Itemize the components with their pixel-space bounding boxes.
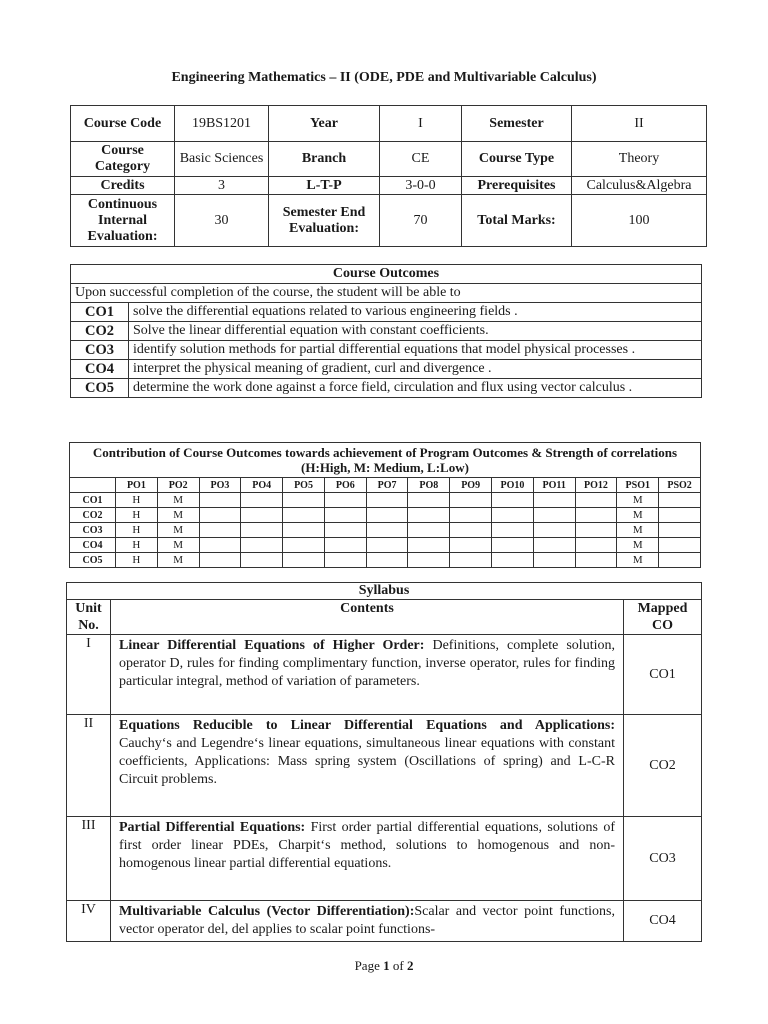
mapping-cell (533, 538, 575, 553)
course-outcome-row (71, 341, 702, 360)
page-total: 2 (406, 958, 414, 973)
mapping-cell: H (116, 493, 158, 508)
syllabus-unit-contents (111, 635, 624, 715)
mapping-title: Contribution of Course Outcomes towards achievement of Program Outcomes & Strength of correlations (H:High, M: Medium, L:Low) (70, 443, 701, 478)
year-value: I (380, 106, 462, 142)
mapping-column-header: PO11 (533, 478, 575, 493)
mapping-cell (659, 553, 701, 568)
co-po-mapping-table (69, 442, 701, 568)
course-outcome-code: CO5 (71, 379, 129, 398)
mapping-cell: M (157, 508, 199, 523)
mapping-column-header: PO5 (283, 478, 325, 493)
total-marks-label: Total Marks: (462, 195, 572, 247)
syllabus-unit-topic: Partial Differential Equations: (119, 820, 306, 835)
mapping-cell (241, 553, 283, 568)
mapping-cell (659, 493, 701, 508)
branch-label: Branch (269, 142, 380, 177)
see-label: Semester End Evaluation: (269, 195, 380, 247)
course-outcomes-intro: Upon successful completion of the course, the student will be able to (71, 284, 702, 303)
mapping-cell: M (157, 538, 199, 553)
syllabus-unit-topic: Multivariable Calculus (Vector Differentiation): (119, 904, 415, 919)
contents-header: Contents (111, 600, 624, 635)
mapping-cell (533, 523, 575, 538)
mapping-cell (366, 493, 408, 508)
mapping-column-header: PO6 (324, 478, 366, 493)
mapping-cell (492, 538, 534, 553)
see-value: 70 (380, 195, 462, 247)
mapping-cell: H (116, 538, 158, 553)
syllabus-unit-row (67, 817, 702, 901)
mapping-cell (659, 508, 701, 523)
mapping-cell (450, 493, 492, 508)
mapping-cell (241, 508, 283, 523)
course-category-label: Course Category (71, 142, 175, 177)
mapping-row-label: CO1 (70, 493, 116, 508)
mapping-cell (283, 523, 325, 538)
syllabus-unit-mapped-co: CO4 (623, 901, 701, 942)
mapping-row-label: CO4 (70, 538, 116, 553)
course-outcome-text: solve the differential equations related to various engineering fields . (129, 303, 702, 322)
syllabus-title: Syllabus (67, 583, 702, 600)
syllabus-unit-text: First order partial differential equations, solutions of first order linear PDEs, Charpit‘s method, solutions to homogenous and non-homogenous linear partial differential equations. (119, 820, 615, 871)
syllabus-unit-text: Scalar and vector point functions, vector operator del, del applies to scalar point functions- (119, 904, 615, 937)
mapping-row (70, 523, 701, 538)
syllabus-unit-text: Definitions, complete solution, operator D, rules for finding complimentary function, inverse operator, rules for finding particular integral, method of variation of parameters. (119, 638, 615, 689)
mapping-cell: M (157, 493, 199, 508)
mapping-cell (408, 523, 450, 538)
mapping-cell (492, 508, 534, 523)
semester-value: II (572, 106, 707, 142)
mapping-cell (408, 553, 450, 568)
cie-value: 30 (175, 195, 269, 247)
course-outcome-code: CO4 (71, 360, 129, 379)
mapping-row-label: CO2 (70, 508, 116, 523)
course-outcome-row (71, 379, 702, 398)
mapping-row (70, 538, 701, 553)
document-title: Engineering Mathematics – II (ODE, PDE and Multivariable Calculus) (171, 70, 597, 85)
syllabus-unit-contents (111, 901, 624, 942)
cie-label: Continuous Internal Evaluation: (71, 195, 175, 247)
credits-label: Credits (71, 177, 175, 195)
course-code-value: 19BS1201 (175, 106, 269, 142)
syllabus-unit-mapped-co: CO2 (623, 715, 701, 817)
mapping-cell (366, 523, 408, 538)
syllabus-unit-number: III (67, 817, 111, 901)
mapping-cell: M (617, 493, 659, 508)
course-outcome-row (71, 303, 702, 322)
mapping-cell (283, 508, 325, 523)
prerequisites-value: Calculus&Algebra (572, 177, 707, 195)
syllabus-unit-topic: Equations Reducible to Linear Differential Equations and Applications: (119, 718, 615, 733)
mapping-column-header: PO4 (241, 478, 283, 493)
prerequisites-label: Prerequisites (462, 177, 572, 195)
mapping-cell (575, 508, 617, 523)
total-marks-value: 100 (572, 195, 707, 247)
mapping-column-header: PO3 (199, 478, 241, 493)
mapping-cell: M (157, 553, 199, 568)
mapping-cell (659, 523, 701, 538)
mapping-cell (408, 538, 450, 553)
syllabus-unit-row (67, 901, 702, 942)
mapping-column-header: PO7 (366, 478, 408, 493)
mapping-cell (283, 493, 325, 508)
mapping-cell (324, 523, 366, 538)
syllabus-unit-number: I (67, 635, 111, 715)
syllabus-unit-number: II (67, 715, 111, 817)
mapping-column-header: PO12 (575, 478, 617, 493)
course-type-value: Theory (572, 142, 707, 177)
mapping-cell (241, 493, 283, 508)
syllabus-unit-row (67, 635, 702, 715)
mapping-cell (366, 538, 408, 553)
course-outcome-text: determine the work done against a force field, circulation and flux using vector calculus . (129, 379, 702, 398)
mapping-column-header: PO10 (492, 478, 534, 493)
page-number: 1 (383, 958, 390, 973)
credits-value: 3 (175, 177, 269, 195)
syllabus-unit-topic: Linear Differential Equations of Higher Order: (119, 638, 425, 653)
mapping-cell (659, 538, 701, 553)
course-info-table (70, 105, 707, 247)
mapping-cell (283, 553, 325, 568)
mapping-cell (492, 553, 534, 568)
mapping-cell (408, 508, 450, 523)
syllabus-table (66, 582, 702, 942)
mapping-cell (533, 553, 575, 568)
course-outcomes-title: Course Outcomes (71, 265, 702, 284)
mapping-cell (492, 523, 534, 538)
syllabus-unit-text: Cauchy‘s and Legendre‘s linear equations, simultaneous linear equations with constant coefficients, Applications: Mass spring system (Oscillations of spring) and L-C-R Circuit problems. (119, 736, 615, 787)
course-outcome-text: identify solution methods for partial differential equations that model physical processes . (129, 341, 702, 360)
mapping-cell (575, 553, 617, 568)
course-outcome-row (71, 322, 702, 341)
syllabus-unit-number: IV (67, 901, 111, 942)
mapping-cell (199, 538, 241, 553)
course-outcome-code: CO3 (71, 341, 129, 360)
year-label: Year (269, 106, 380, 142)
course-outcome-text: Solve the linear differential equation with constant coefficients. (129, 322, 702, 341)
syllabus-unit-mapped-co: CO3 (623, 817, 701, 901)
mapping-cell (492, 493, 534, 508)
ltp-label: L-T-P (269, 177, 380, 195)
mapping-row (70, 493, 701, 508)
mapping-cell: M (617, 523, 659, 538)
mapping-row-label: CO3 (70, 523, 116, 538)
mapping-cell (533, 508, 575, 523)
mapping-column-header: PO2 (157, 478, 199, 493)
mapping-cell: H (116, 553, 158, 568)
mapping-cell (533, 493, 575, 508)
course-code-label: Course Code (71, 106, 175, 142)
unit-no-header: Unit No. (67, 600, 111, 635)
mapping-cell (408, 493, 450, 508)
mapping-cell (450, 538, 492, 553)
mapping-cell (575, 523, 617, 538)
mapping-cell: H (116, 508, 158, 523)
page-footer (0, 958, 768, 974)
mapping-cell: M (617, 538, 659, 553)
mapping-cell (575, 538, 617, 553)
branch-value: CE (380, 142, 462, 177)
mapping-cell (241, 523, 283, 538)
syllabus-unit-contents (111, 715, 624, 817)
syllabus-unit-contents (111, 817, 624, 901)
mapping-cell (199, 553, 241, 568)
syllabus-unit-mapped-co: CO1 (623, 635, 701, 715)
mapping-cell: M (617, 553, 659, 568)
mapping-cell (199, 523, 241, 538)
mapping-cell (283, 538, 325, 553)
mapping-column-header: PSO1 (617, 478, 659, 493)
mapping-row (70, 553, 701, 568)
mapping-cell (450, 553, 492, 568)
mapping-cell (199, 508, 241, 523)
course-outcome-text: interpret the physical meaning of gradient, curl and divergence . (129, 360, 702, 379)
mapping-corner-cell (70, 478, 116, 493)
course-type-label: Course Type (462, 142, 572, 177)
mapping-column-header: PO9 (450, 478, 492, 493)
mapping-cell (241, 538, 283, 553)
mapping-column-header: PO8 (408, 478, 450, 493)
ltp-value: 3-0-0 (380, 177, 462, 195)
mapping-cell (366, 553, 408, 568)
mapping-cell (450, 508, 492, 523)
course-outcome-row (71, 360, 702, 379)
mapping-cell (324, 508, 366, 523)
mapping-cell: M (617, 508, 659, 523)
page-prefix: Page (354, 958, 384, 973)
mapping-column-header: PO1 (116, 478, 158, 493)
mapping-cell (324, 538, 366, 553)
mapping-cell: M (157, 523, 199, 538)
course-outcomes-table (70, 264, 702, 398)
page-of: of (389, 958, 407, 973)
mapped-co-header: Mapped CO (623, 600, 701, 635)
course-outcome-code: CO2 (71, 322, 129, 341)
mapping-cell (450, 523, 492, 538)
syllabus-unit-row (67, 715, 702, 817)
mapping-cell (324, 493, 366, 508)
mapping-column-header: PSO2 (659, 478, 701, 493)
mapping-cell (324, 553, 366, 568)
semester-label: Semester (462, 106, 572, 142)
course-outcome-code: CO1 (71, 303, 129, 322)
course-category-value: Basic Sciences (175, 142, 269, 177)
mapping-row-label: CO5 (70, 553, 116, 568)
mapping-row (70, 508, 701, 523)
mapping-cell (366, 508, 408, 523)
mapping-cell (575, 493, 617, 508)
mapping-cell: H (116, 523, 158, 538)
mapping-cell (199, 493, 241, 508)
